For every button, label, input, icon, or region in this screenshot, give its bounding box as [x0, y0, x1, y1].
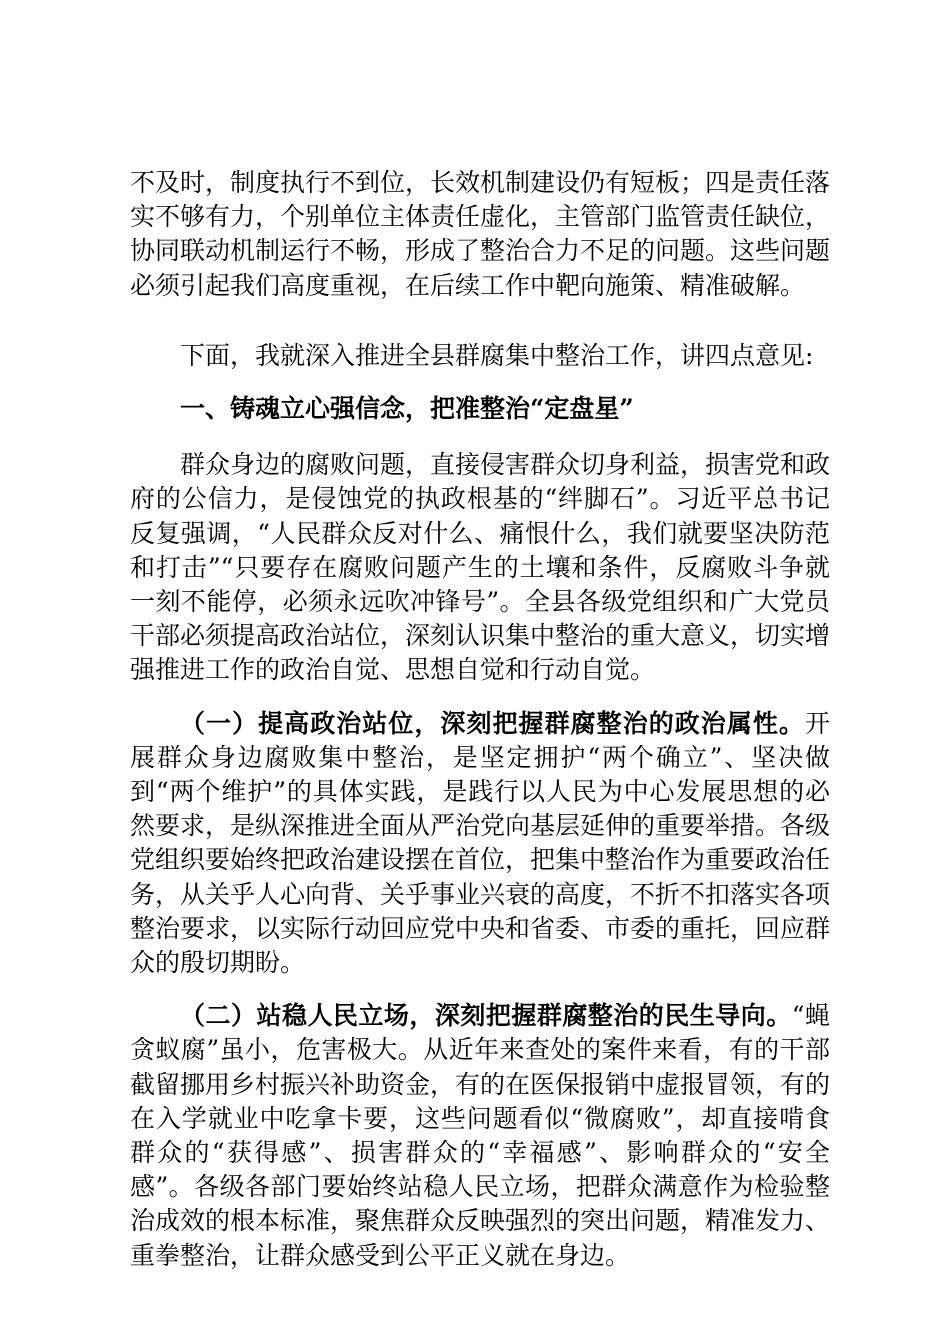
subsection-2-title: （二）站稳人民立场，深刻把握群腐整治的民生导向。: [180, 1001, 792, 1031]
subsection-1-title: （一）提高政治站位，深刻把握群腐整治的政治属性。: [180, 708, 805, 738]
document-page: [130, 166, 830, 1273]
subsection-1-text: 开展群众身边腐败集中整治，是坚定拥护“两个确立”、坚决做到“两个维护”的具体实践，是践行以人民为中心发展思想的必然要求，是纵深推进全面从严治党向基层延伸的重要举措。各级党组织要始终把政治建设摆在首位，把集中整治作为重要政治任务，从关乎人心向背、关乎事业兴衰的高度，不折不扣落实各项整治要求，以实际行动回应党中央和省委、市委的重托，回应群众的殷切期盼。: [130, 708, 831, 978]
subsection-2: [130, 999, 830, 1273]
subsection-2-text: “蝇贪蚁腐”虽小，危害极大。从近年来查处的案件来看，有的干部截留挪用乡村振兴补助资金，有的在医保报销中虚报冒领，有的在入学就业中吃拿卡要，这些问题看似“微腐败”，却直接啃食群众的“获得感”、损害群众的“幸福感”、影响群众的“安全感”。各级各部门要始终站稳人民立场，把群众满意作为检验整治成效的根本标准，聚焦群众反映强烈的突出问题，精准发力、重拳整治，让群众感受到公平正义就在身边。: [130, 1001, 831, 1270]
subsection-1: [130, 707, 830, 981]
section-body-1: 群众身边的腐败问题，直接侵害群众切身利益，损害党和政府的公信力，是侵蚀党的执政根基的“绊脚石”。习近平总书记反复强调，“人民群众反对什么、痛恨什么，我们就要坚决防范和打击”“只要存在腐败问题产生的土壤和条件，反腐败斗争就一刻不能停，必须永远吹冲锋号”。全县各级党组织和广大党员干部必须提高政治站位，深刻认识集中整治的重大意义，切实增强推进工作的政治自觉、思想自觉和行动自觉。: [130, 450, 831, 685]
paragraph-continued: 不及时，制度执行不到位，长效机制建设仍有短板；四是责任落实不够有力，个别单位主体责任虚化，主管部门监管责任缺位，协同联动机制运行不畅，形成了整治合力不足的问题。这些问题必须引起我们高度重视，在后续工作中靶向施策、精准破解。: [130, 168, 831, 300]
section-heading-1: 一、铸魂立心强信念，把准整治“定盘星”: [180, 394, 634, 424]
intro-paragraph: 下面，我就深入推进全县群腐集中整治工作，讲四点意见:: [180, 340, 814, 370]
